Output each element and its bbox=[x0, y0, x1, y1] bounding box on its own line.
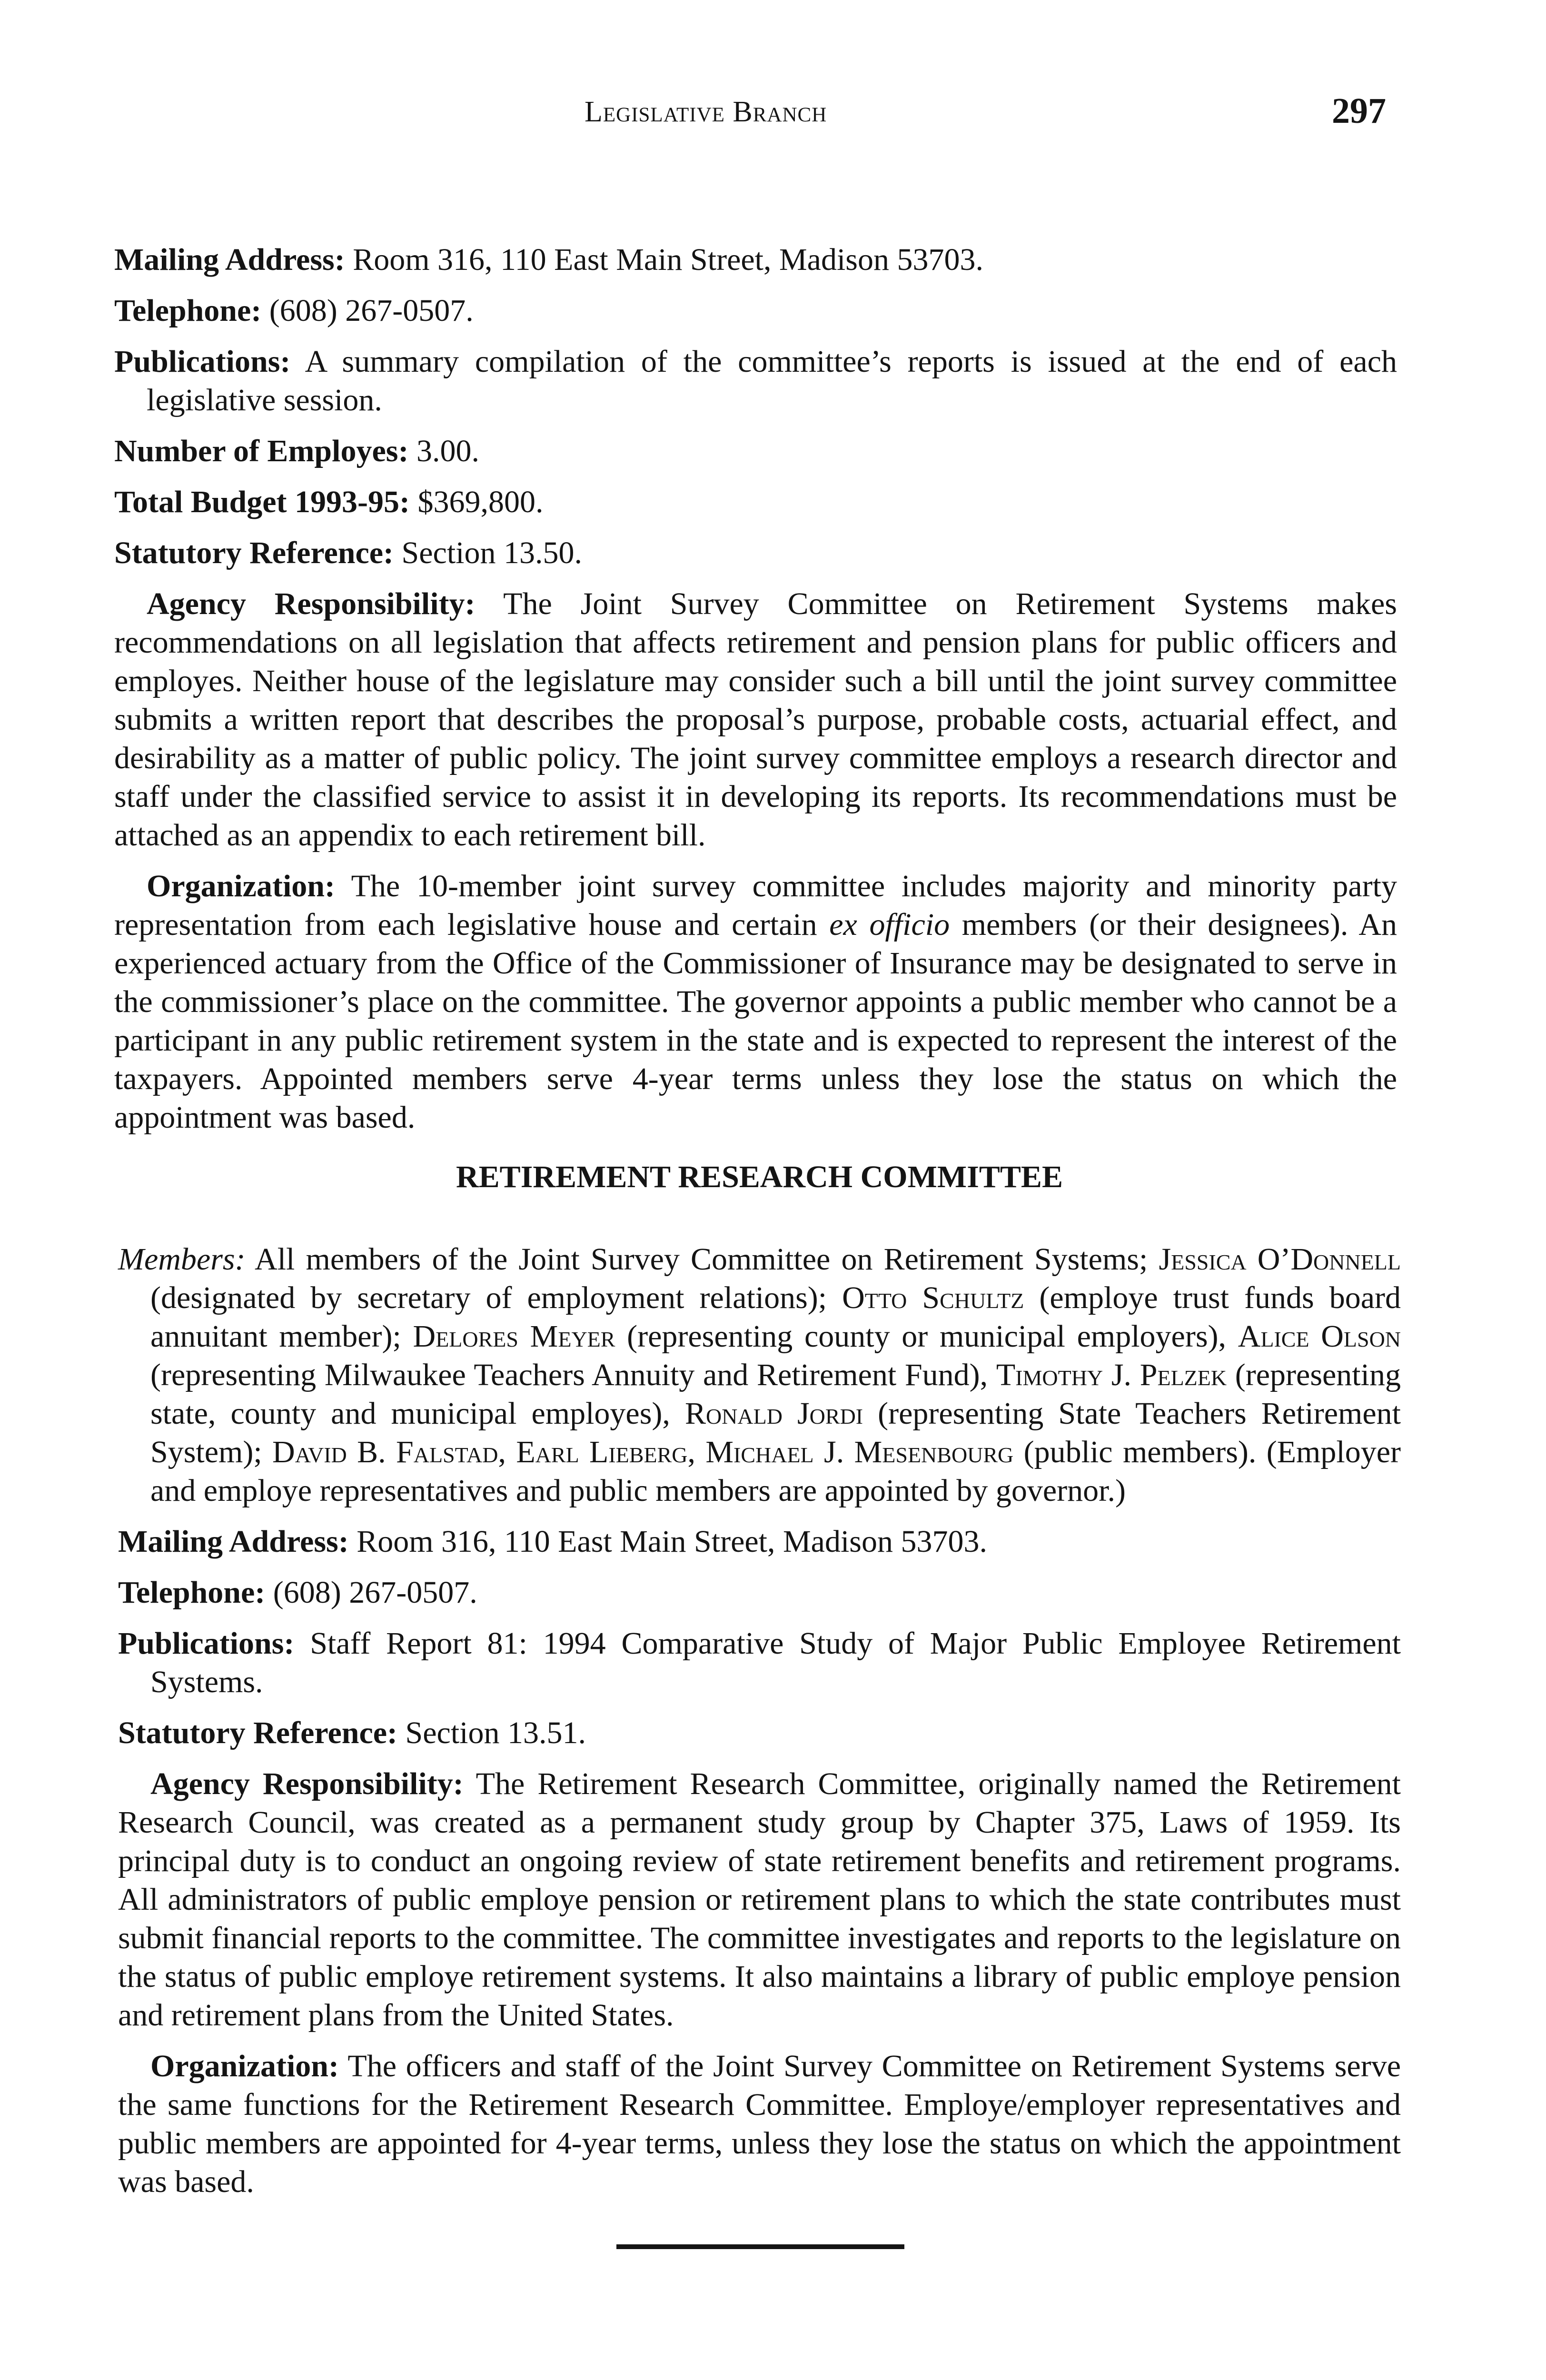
member-name: David B. Falstad, Earl Lieberg, Michael J. Mesenbourg bbox=[272, 1435, 1014, 1469]
agency-responsibility-paragraph bbox=[118, 1765, 1401, 2034]
mailing-address-value: Room 316, 110 East Main Street, Madison 53703. bbox=[348, 1524, 987, 1559]
statutory-label: Statutory Reference: bbox=[118, 1716, 398, 1750]
organization-text-a: The 10-member joint survey committee includes majority and minority party representation from each legislative house and certain bbox=[114, 869, 1397, 942]
mailing-address-label: Mailing Address: bbox=[118, 1524, 349, 1559]
publications-label: Publications: bbox=[114, 344, 291, 379]
employes-entry bbox=[114, 432, 1397, 470]
agency-responsibility-label: Agency Responsibility: bbox=[147, 586, 476, 621]
members-entry bbox=[118, 1240, 1401, 1510]
agency-responsibility-label: Agency Responsibility: bbox=[150, 1766, 464, 1801]
members-text: (designated by secretary of employment relations); bbox=[150, 1280, 842, 1315]
running-head: Legislative Branch bbox=[585, 96, 827, 128]
statutory-value: Section 13.51. bbox=[397, 1716, 586, 1750]
mailing-address-label: Mailing Address: bbox=[114, 242, 345, 277]
publications-value: Staff Report 81: 1994 Comparative Study of Major Public Employee Retirement Systems. bbox=[150, 1626, 1401, 1699]
mailing-address-entry bbox=[114, 240, 1397, 279]
members-text: (public members). (Employer and employe representatives and public members are appointed by governor.) bbox=[150, 1435, 1401, 1508]
agency-responsibility-text: The Retirement Research Committee, originally named the Retirement Research Council, was created as a permanent study group by Chapter 375, Laws of 1959. Its principal duty is to conduct an ongoing review of state retirement benefits and retirement programs. All administrators of public employe pension or retirement plans to which the state contributes must submit financial reports to the committee. The committee investigates and reports to the legislature on the status of public employe retirement systems. It also maintains a library of public employe pension and retirement plans from the United States. bbox=[118, 1766, 1401, 2033]
organization-text: The officers and staff of the Joint Survey Committee on Retirement Systems serve the same functions for the Retirement Research Committee. Employe/employer representatives and public members are appointed for 4-year terms, unless they lose the status on which the appointment was based. bbox=[118, 2049, 1401, 2199]
mailing-address-value: Room 316, 110 East Main Street, Madison 53703. bbox=[345, 242, 983, 277]
mailing-address-entry bbox=[118, 1522, 1401, 1561]
member-name: Delores Meyer bbox=[413, 1319, 615, 1354]
end-rule bbox=[616, 2244, 904, 2249]
telephone-value: (608) 267-0507. bbox=[261, 293, 474, 328]
statutory-entry bbox=[118, 1714, 1401, 1752]
organization-text-b: members (or their designees). An experienced actuary from the Office of the Commissioner of Insurance may be designated to serve in the commissioner’s place on the committee. The governor appoints a public member who cannot be a participant in any public retirement system in the state and is expected to represent the interest of the taxpayers. Appointed members serve 4-year terms unless they lose the status on which the appointment was based. bbox=[114, 907, 1397, 1135]
employes-label: Number of Employes: bbox=[114, 434, 409, 468]
statutory-value: Section 13.50. bbox=[394, 536, 583, 570]
organization-paragraph bbox=[114, 867, 1397, 1137]
organization-label: Organization: bbox=[147, 869, 335, 903]
members-text: (employe trust funds board annuitant member); bbox=[150, 1280, 1401, 1354]
member-name: Timothy J. Pelzek bbox=[996, 1358, 1227, 1392]
statutory-entry bbox=[114, 534, 1397, 572]
member-name: Jessica O’Donnell bbox=[1159, 1242, 1401, 1277]
statutory-label: Statutory Reference: bbox=[114, 536, 394, 570]
organization-paragraph bbox=[118, 2047, 1401, 2201]
organization-label: Organization: bbox=[150, 2049, 339, 2083]
budget-entry bbox=[114, 483, 1397, 521]
member-name: Ronald Jordi bbox=[684, 1396, 863, 1431]
publications-entry bbox=[114, 342, 1397, 419]
budget-label: Total Budget 1993-95: bbox=[114, 485, 410, 519]
members-text: All members of the Joint Survey Committee on Retirement Systems; bbox=[245, 1242, 1159, 1277]
agency-responsibility-text: The Joint Survey Committee on Retirement Systems makes recommendations on all legislation that affects retirement and pension plans for public officers and employes. Neither house of the legislature may consider such a bill until the joint survey committee submits a written report that describes the proposal’s purpose, probable costs, actuarial effect, and desirability as a matter of public policy. The joint survey committee employs a research director and staff under the classified service to assist it in developing its reports. Its recommendations must be attached as an appendix to each retirement bill. bbox=[114, 586, 1397, 853]
organization-text-italic: ex officio bbox=[829, 907, 950, 942]
members-text: (representing State Teachers Retirement System); bbox=[150, 1396, 1401, 1469]
telephone-entry bbox=[118, 1573, 1401, 1612]
members-text: (representing Milwaukee Teachers Annuity and Retirement Fund), bbox=[150, 1358, 996, 1392]
telephone-label: Telephone: bbox=[118, 1575, 266, 1610]
page-number: 297 bbox=[1332, 91, 1386, 131]
section-heading: RETIREMENT RESEARCH COMMITTEE bbox=[456, 1160, 1063, 1194]
telephone-value: (608) 267-0507. bbox=[265, 1575, 477, 1610]
telephone-entry bbox=[114, 291, 1397, 330]
publications-label: Publications: bbox=[118, 1626, 295, 1661]
members-text: (representing state, county and municipal employes), bbox=[150, 1358, 1401, 1431]
employes-value: 3.00. bbox=[408, 434, 479, 468]
telephone-label: Telephone: bbox=[114, 293, 262, 328]
member-name: Otto Schultz bbox=[842, 1280, 1024, 1315]
budget-value: $369,800. bbox=[409, 485, 544, 519]
joint-survey-committee-section bbox=[114, 240, 1397, 1149]
publications-value: A summary compilation of the committee’s reports is issued at the end of each legislative session. bbox=[147, 344, 1397, 417]
members-label: Members: bbox=[118, 1242, 246, 1277]
retirement-research-committee-section bbox=[118, 1240, 1401, 2213]
publications-entry bbox=[118, 1624, 1401, 1701]
agency-responsibility-paragraph bbox=[114, 585, 1397, 854]
member-name: Alice Olson bbox=[1238, 1319, 1401, 1354]
members-text: (representing county or municipal employers), bbox=[615, 1319, 1238, 1354]
